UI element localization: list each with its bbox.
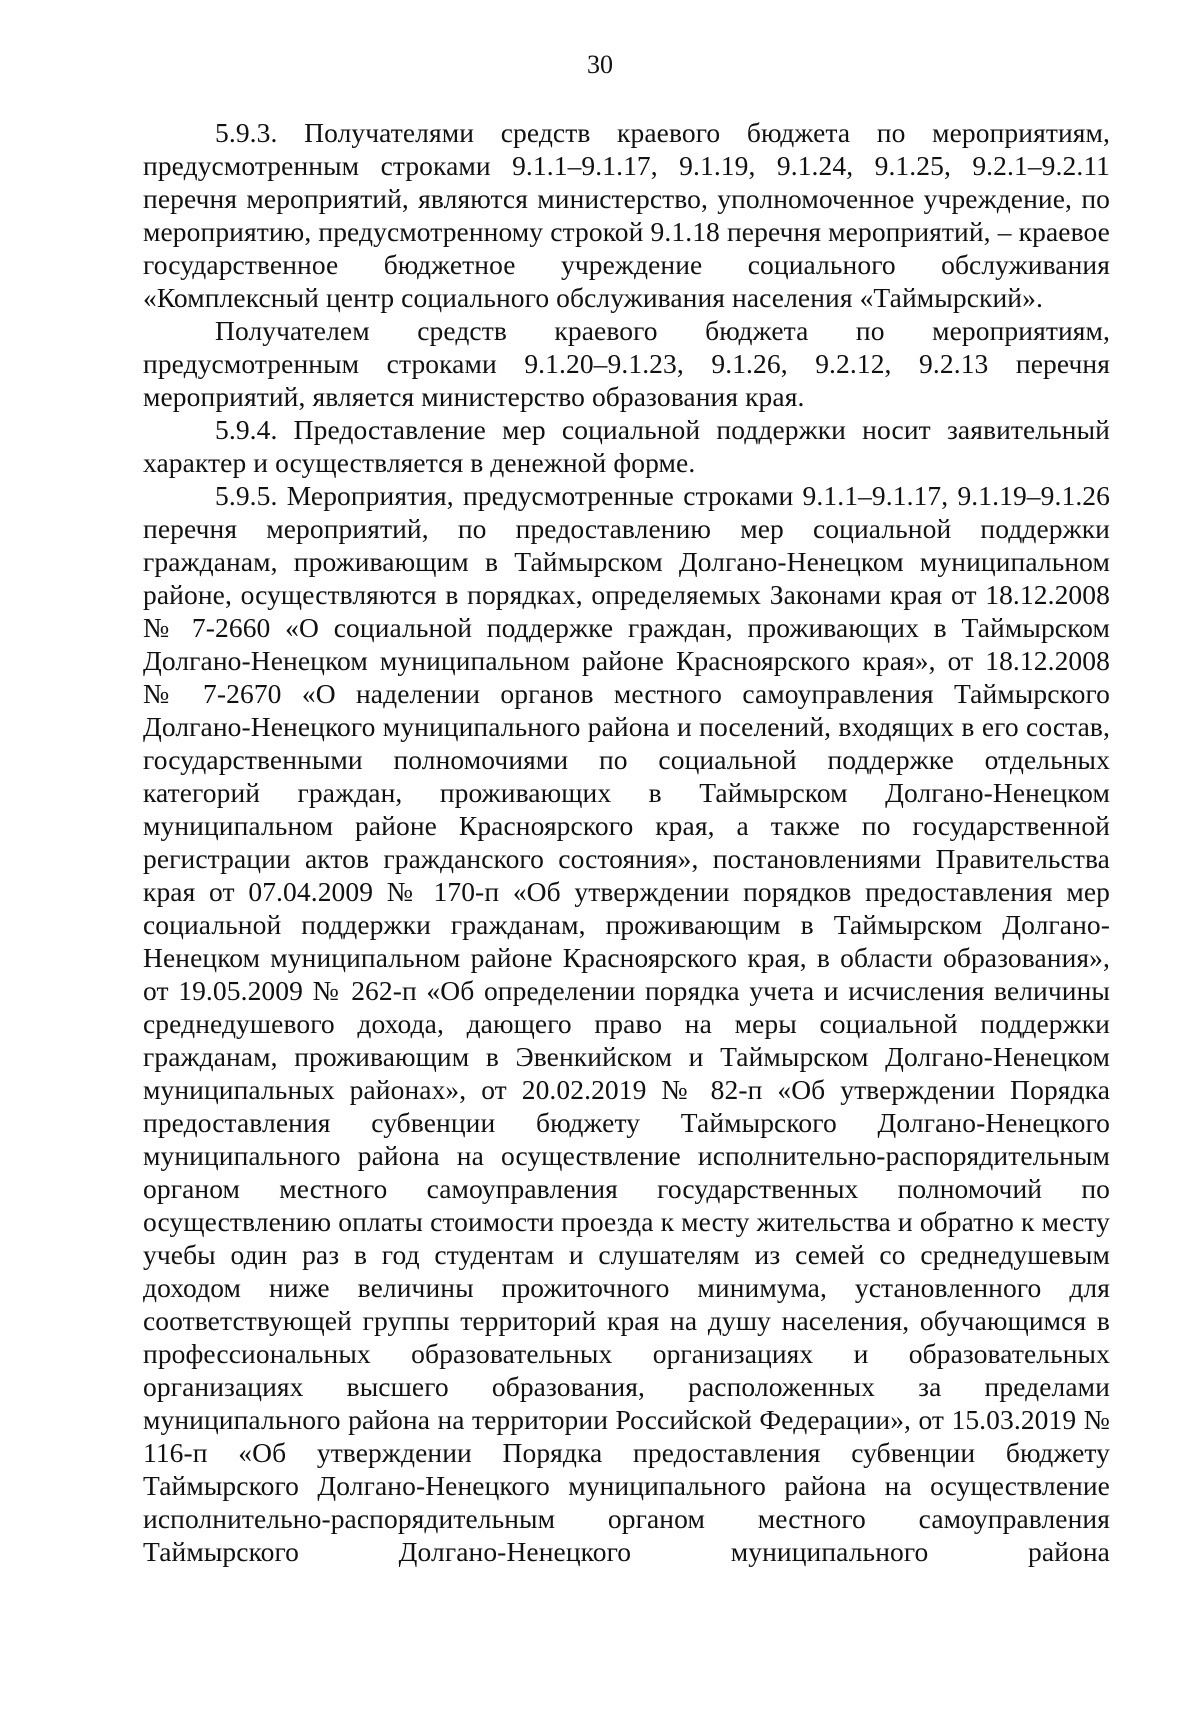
- paragraph-5-9-3: 5.9.3. Получателями средств краевого бюджета по мероприятиям, предусмотренным строками 9.1.1–9.1.17, 9.1.19, 9.1.24, 9.1.25, 9.2.1–9.2.11 перечня мероприятий, являются министерство, уполномоченное учреждение, по мероприятию, предусмотренному строкой 9.1.18 перечня мероприятий, – краевое государственное бюджетное учреждение социального обслуживания «Комплексный центр социального обслуживания населения «Таймырский».: [143, 117, 1110, 313]
- paragraph-5-9-5: 5.9.5. Мероприятия, предусмотренные строками 9.1.1–9.1.17, 9.1.19–9.1.26 перечня мероприятий, по предоставлению мер социальной поддержки гражданам, проживающим в Таймырском Долгано-Ненецком муниципальном районе, осуществляются в порядках, определяемых Законами края от 18.12.2008 № 7-2660 «О социальной поддержке граждан, проживающих в Таймырском Долгано-Ненецком муниципальном районе Красноярского края», от 18.12.2008 № 7-2670 «О наделении органов местного самоуправления Таймырского Долгано-Ненецкого муниципального района и поселений, входящих в его состав, государственными полномочиями по социальной поддержке отдельных категорий граждан, проживающих в Таймырском Долгано-Ненецком муниципальном районе Красноярского края, а также по государственной регистрации актов гражданского состояния», постановлениями Правительства края от 07.04.2009 № 170-п «Об утверждении порядков предоставления мер социальной поддержки гражданам, проживающим в Таймырском Долгано-Ненецком муниципальном районе Красноярского края, в области образования», от 19.05.2009 № 262-п «Об определении порядка учета и исчисления величины среднедушевого дохода, дающего право на меры социальной поддержки гражданам, проживающим в Эвенкийском и Таймырском Долгано-Ненецком муниципальных районах», от 20.02.2019 № 82-п «Об утверждении Порядка предоставления субвенции бюджету Таймырского Долгано-Ненецкого муниципального района на осуществление исполнительно-распорядительным органом местного самоуправления государственных полномочий по осуществлению оплаты стоимости проезда к месту жительства и обратно к месту учебы один раз в год студентам и слушателям из семей со среднедушевым доходом ниже величины прожиточного минимума, установленного для соответствующей группы территорий края на душу населения, обучающимся в профессиональных образовательных организациях и образовательных организациях высшего образования, расположенных за пределами муниципального района на территории Российской Федерации», от 15.03.2019 № 116-п «Об утверждении Порядка предоставления субвенции бюджету Таймырского Долгано-Ненецкого муниципального района на осуществление исполнительно-распорядительным органом местного самоуправления Таймырского Долгано-Ненецкого муниципального района: [143, 480, 1110, 1567]
- paragraph-5-9-4: 5.9.4. Предоставление мер социальной поддержки носит заявительный характер и осуществляется в денежной форме.: [143, 414, 1110, 478]
- document-body: [143, 116, 1110, 1568]
- paragraph-recipient: Получателем средств краевого бюджета по мероприятиям, предусмотренным строками 9.1.20–9.1.23, 9.1.26, 9.2.12, 9.2.13 перечня мероприятий, является министерство образования края.: [143, 315, 1110, 412]
- page-number: 30: [587, 50, 613, 79]
